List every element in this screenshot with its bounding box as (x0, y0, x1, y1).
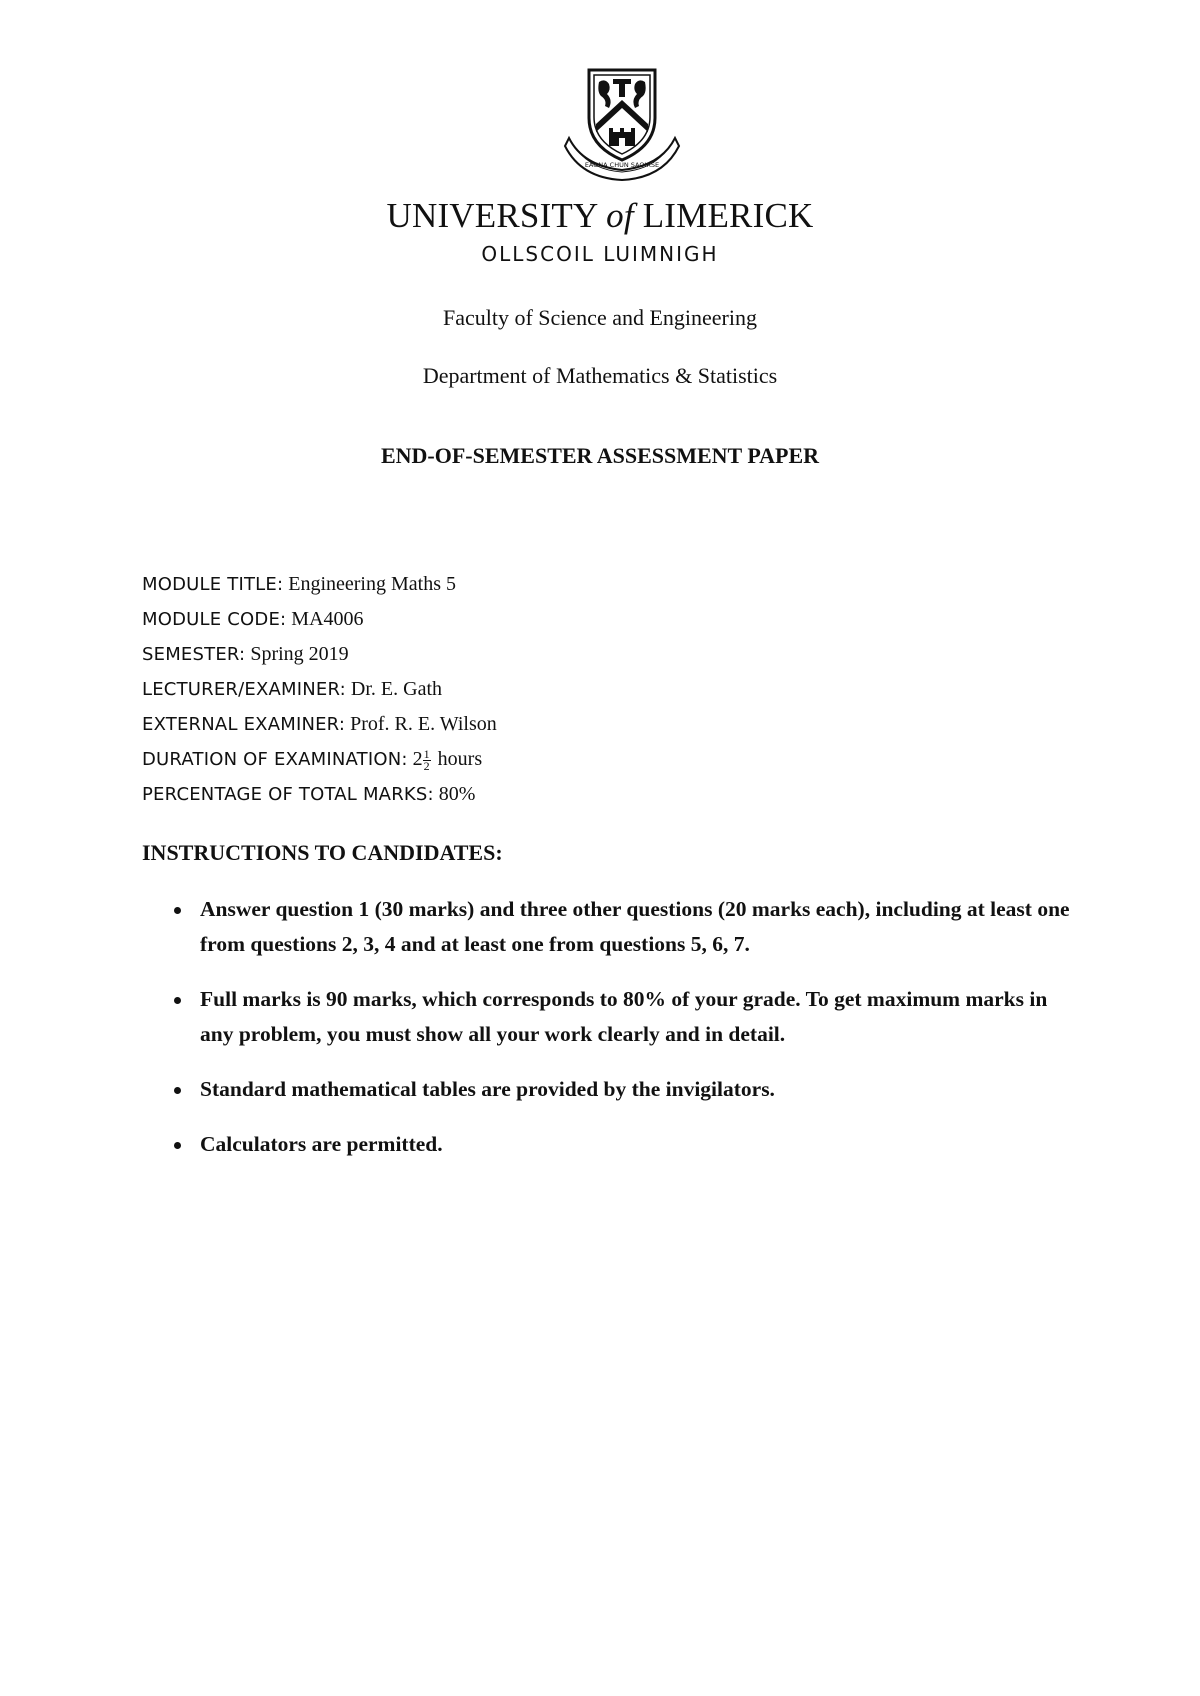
fraction-numerator: 1 (423, 746, 430, 761)
semester-row (142, 637, 497, 672)
info-label: PERCENTAGE OF TOTAL MARKS: (142, 784, 434, 805)
external-examiner-row (142, 707, 497, 742)
instruction-text: Calculators are permitted. (200, 1132, 443, 1156)
bullet-icon (174, 1087, 181, 1094)
list-item (170, 1127, 1070, 1162)
university-name (0, 196, 1200, 236)
info-label: LECTURER/EXAMINER: (142, 679, 346, 700)
paper-title: END-OF-SEMESTER ASSESSMENT PAPER (380, 443, 820, 468)
list-item (170, 892, 1070, 962)
duration-unit: hours (437, 748, 483, 770)
info-label: EXTERNAL EXAMINER: (142, 714, 346, 735)
university-crest-icon (563, 66, 681, 182)
info-value: Dr. E. Gath (350, 678, 442, 700)
bullet-icon (174, 1142, 181, 1149)
fraction-denominator: 2 (423, 758, 430, 773)
list-item (170, 982, 1070, 1052)
instruction-text: Full marks is 90 marks, which corresponds to 80% of your grade. To get maximum marks in any problem, you must show all your work clearly and in detail. (200, 987, 1048, 1046)
info-value: Prof. R. E. Wilson (350, 713, 497, 735)
bullet-icon (174, 997, 181, 1004)
info-value: 80% (438, 783, 476, 805)
list-item (170, 1072, 1070, 1107)
faculty-name: Faculty of Science and Engineering (442, 305, 757, 330)
instructions-heading: INSTRUCTIONS TO CANDIDATES: (142, 840, 503, 865)
info-label: SEMESTER: (142, 644, 246, 665)
info-label: MODULE CODE: (142, 609, 287, 630)
info-value: MA4006 (291, 608, 364, 630)
bullet-icon (174, 907, 181, 914)
module-title-row (142, 567, 497, 602)
module-code-row (142, 602, 497, 637)
svg-text:EAGNA CHUN SAOIRSE: EAGNA CHUN SAOIRSE (584, 161, 660, 169)
university-name-post: LIMERICK (642, 196, 814, 235)
info-label: MODULE TITLE: (142, 574, 284, 595)
duration-row (142, 742, 497, 777)
university-irish-name: OLLSCOIL LUIMNIGH (481, 242, 719, 266)
lecturer-row (142, 672, 497, 707)
instruction-text: Answer question 1 (30 marks) and three other questions (20 marks each), including at least one from questions 2, 3, 4 and at least one from questions 5, 6, 7. (200, 897, 1070, 956)
module-info (142, 567, 497, 812)
duration-fraction (423, 746, 431, 773)
university-name-pre: UNIVERSITY (386, 196, 598, 235)
instructions-list (170, 892, 1070, 1182)
percentage-row (142, 777, 497, 812)
instruction-text: Standard mathematical tables are provided by the invigilators. (200, 1077, 775, 1101)
department-name: Department of Mathematics & Statistics (422, 363, 778, 388)
university-name-of: of (606, 196, 634, 235)
info-value: Spring 2019 (250, 643, 349, 665)
duration-whole: 2 (412, 748, 423, 770)
info-label: DURATION OF EXAMINATION: (142, 749, 408, 770)
info-value: Engineering Maths 5 (288, 573, 456, 595)
